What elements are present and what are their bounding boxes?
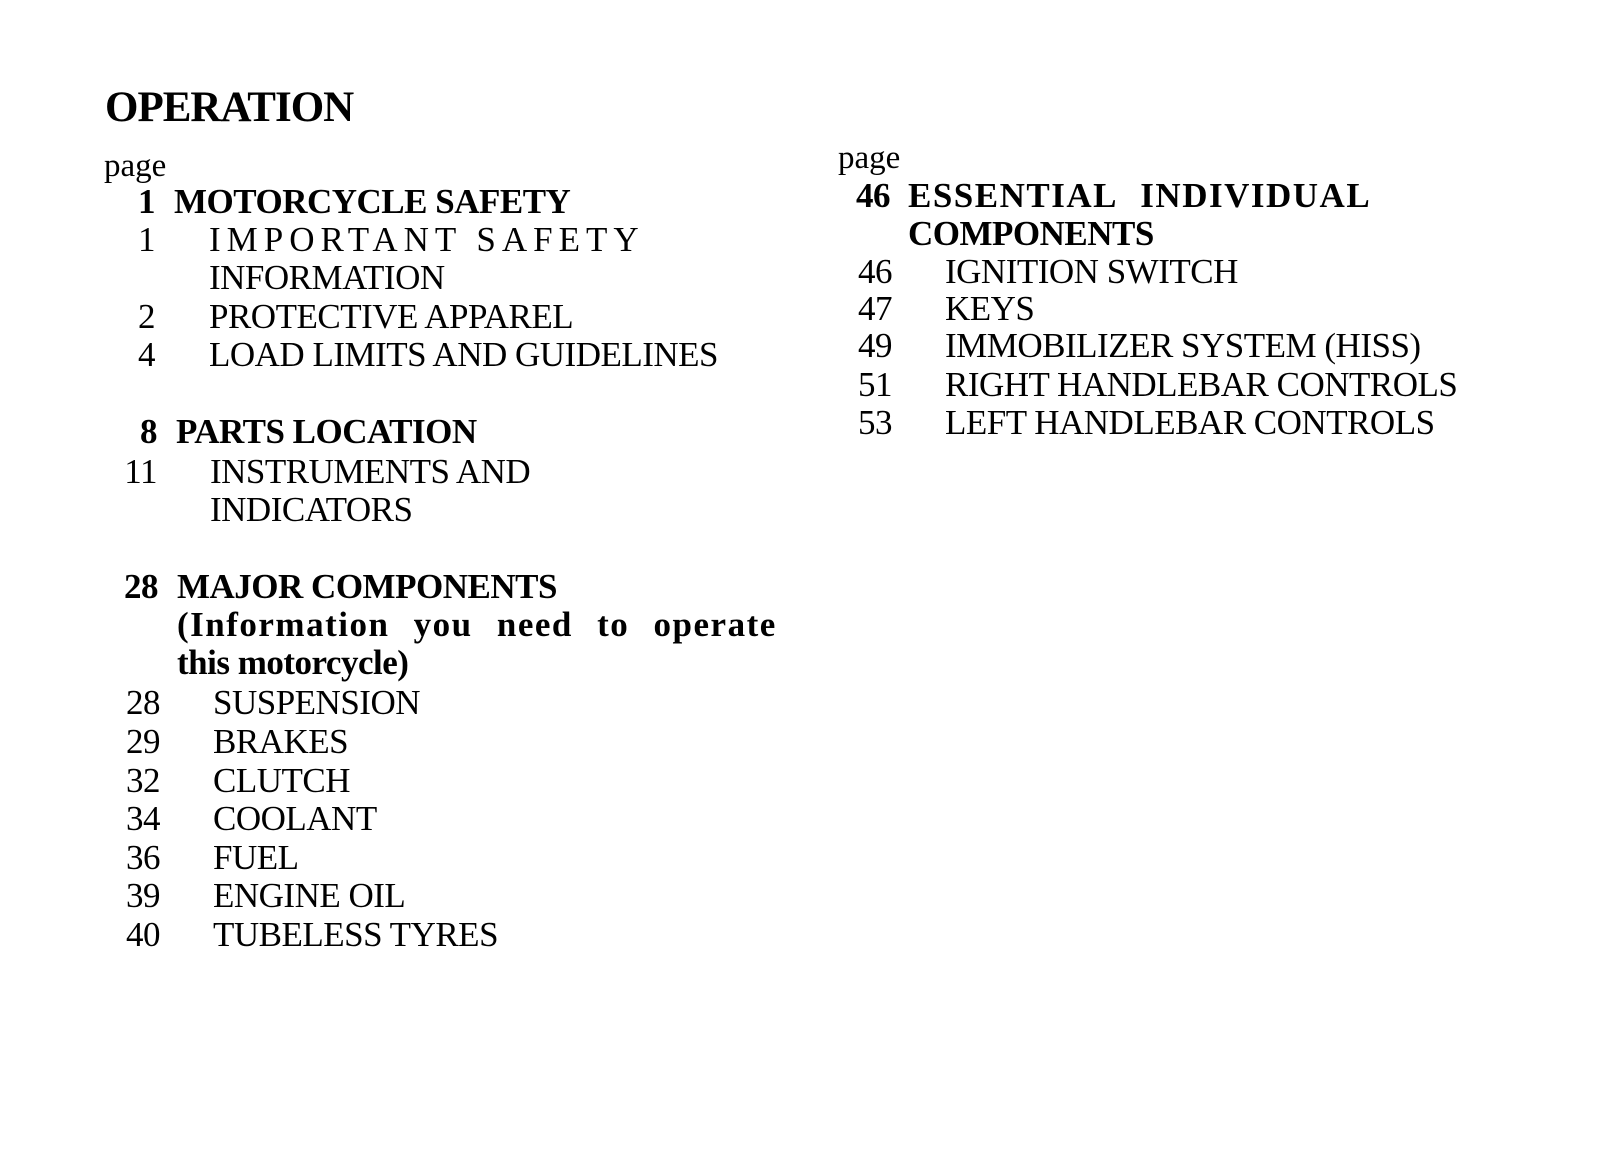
page-column-label: page <box>104 148 167 184</box>
toc-entry-label: LOAD LIMITS AND GUIDELINES <box>209 335 719 374</box>
toc-page-number: 1 <box>138 220 155 259</box>
toc-entry-label: COOLANT <box>213 799 377 838</box>
toc-section-title: MAJOR COMPONENTS <box>177 567 557 606</box>
toc-entry-label: ENGINE OIL <box>213 876 406 915</box>
toc-page-number: 39 <box>126 876 160 915</box>
toc-entry-label: IMPORTANT SAFETY <box>209 220 645 259</box>
page-column-label: page <box>838 140 901 176</box>
toc-entry-label: SUSPENSION <box>213 683 420 722</box>
toc-entry-label: PROTECTIVE APPAREL <box>209 297 574 336</box>
toc-section-title: COMPONENTS <box>908 214 1154 253</box>
toc-section-subtitle-line: (Information you need to operate <box>177 605 777 644</box>
toc-page-number: 49 <box>858 326 892 365</box>
toc-page-number: 53 <box>858 403 892 442</box>
toc-entry-label: TUBELESS TYRES <box>213 915 499 954</box>
toc-section-title: PARTS LOCATION <box>176 412 477 451</box>
toc-entry-label: INDICATORS <box>210 490 413 529</box>
toc-page-number: 2 <box>138 297 155 336</box>
toc-entry-label: BRAKES <box>213 722 349 761</box>
toc-page-number: 46 <box>856 176 890 215</box>
toc-page-number: 34 <box>126 799 160 838</box>
toc-entry-label: CLUTCH <box>213 761 350 800</box>
toc-page-number: 36 <box>126 838 160 877</box>
toc-section-title: MOTORCYCLE SAFETY <box>174 182 571 221</box>
toc-entry-label: IMMOBILIZER SYSTEM (HISS) <box>945 326 1421 365</box>
toc-page-number: 40 <box>126 915 160 954</box>
toc-entry-label: KEYS <box>945 289 1035 328</box>
toc-entry-label: LEFT HANDLEBAR CONTROLS <box>945 403 1435 442</box>
toc-page-number: 51 <box>858 365 892 404</box>
toc-page-number: 47 <box>858 289 892 328</box>
toc-page-number: 8 <box>140 412 157 451</box>
toc-entry-label: RIGHT HANDLEBAR CONTROLS <box>945 365 1458 404</box>
toc-page-number: 1 <box>138 182 155 221</box>
toc-page-number: 32 <box>126 761 160 800</box>
toc-entry-label: INSTRUMENTS AND <box>210 452 531 491</box>
toc-entry-label: IGNITION SWITCH <box>945 252 1238 291</box>
toc-section-subtitle-line: this motorcycle) <box>177 643 409 682</box>
toc-page-number: 46 <box>858 252 892 291</box>
toc-page-number: 11 <box>124 452 157 491</box>
toc-entry-label: INFORMATION <box>209 258 445 297</box>
toc-page-number: 29 <box>126 722 160 761</box>
toc-page-number: 28 <box>126 683 160 722</box>
toc-page-number: 4 <box>138 335 155 374</box>
toc-entry-label: FUEL <box>213 838 299 877</box>
toc-page-number: 28 <box>124 567 158 606</box>
page-title: OPERATION <box>105 84 354 131</box>
toc-section-title: ESSENTIAL INDIVIDUAL <box>908 176 1372 215</box>
